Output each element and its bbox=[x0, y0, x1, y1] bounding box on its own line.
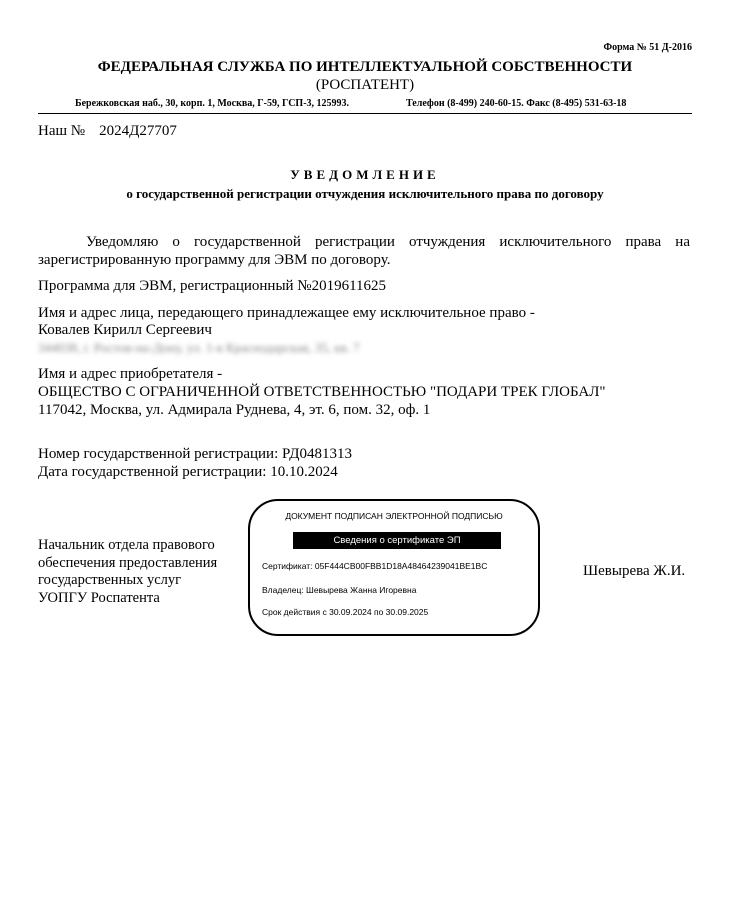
position-line: обеспечения предоставления bbox=[38, 554, 218, 571]
stamp-validity: Срок действия с 30.09.2024 по 30.09.2025 bbox=[262, 607, 429, 617]
program-line: Программа для ЭВМ, регистрационный №2019611625 bbox=[38, 278, 387, 294]
notice-subtitle: о государственной регистрации отчуждения исключительного права по договору bbox=[126, 186, 604, 201]
transferor-name: Ковалев Кирилл Сергеевич bbox=[38, 322, 212, 338]
signer-name: Шевырева Ж.И. bbox=[583, 563, 686, 579]
acquirer-address: 117042, Москва, ул. Адмирала Руднева, 4, эт. 6, пом. 32, оф. 1 bbox=[38, 402, 431, 418]
organization-phone-fax: Телефон (8-499) 240-60-15. Факс (8-495) 531-63-18 bbox=[406, 98, 627, 109]
notice-paragraph: Уведомляю о государственной регистрации отчуждения исключительного права на зарегистрированную программу для ЭВМ по договору. bbox=[38, 234, 690, 268]
organization-name: ФЕДЕРАЛЬНАЯ СЛУЖБА ПО ИНТЕЛЛЕКТУАЛЬНОЙ СОБСТВЕННОСТИ bbox=[97, 59, 633, 75]
acquirer-label: Имя и адрес приобретателя - bbox=[38, 366, 223, 382]
electronic-signature-stamp bbox=[248, 499, 540, 636]
reference-value: 2024Д27707 bbox=[99, 123, 177, 139]
organization-short-name: (РОСПАТЕНТ) bbox=[315, 77, 415, 93]
position-line: Начальник отдела правового bbox=[38, 537, 215, 553]
registration-date: Дата государственной регистрации: 10.10.2024 bbox=[38, 464, 338, 480]
reference-number bbox=[38, 123, 177, 140]
reference-label: Наш № bbox=[38, 123, 86, 139]
official-position bbox=[38, 537, 217, 607]
position-line: УОПГУ Роспатента bbox=[38, 589, 160, 606]
stamp-title: ДОКУМЕНТ ПОДПИСАН ЭЛЕКТРОННОЙ ПОДПИСЬЮ bbox=[285, 511, 503, 521]
notice-title: УВЕДОМЛЕНИЕ bbox=[290, 167, 440, 182]
header-divider bbox=[38, 113, 692, 114]
form-number: Форма № 51 Д-2016 bbox=[603, 42, 692, 53]
transferor-address-redacted: 344038, г. Ростов-на-Дону, ул. 1-я Краснодарская, 35, кв. 7 bbox=[38, 340, 360, 355]
position-line: государственных услуг bbox=[38, 572, 182, 588]
stamp-owner: Владелец: Шевырева Жанна Игоревна bbox=[262, 585, 417, 595]
stamp-certificate: Сертификат: 05F444CB00FBB1D18A48464239041BE1BC bbox=[262, 561, 488, 571]
registration-number: Номер государственной регистрации: РД0481313 bbox=[38, 446, 352, 462]
acquirer-name: ОБЩЕСТВО С ОГРАНИЧЕННОЙ ОТВЕТСТВЕННОСТЬЮ "ПОДАРИ ТРЕК ГЛОБАЛ" bbox=[38, 384, 606, 400]
organization-address: Бережковская наб., 30, корп. 1, Москва, Г-59, ГСП-3, 125993. bbox=[75, 98, 350, 109]
stamp-certificate-header: Сведения о сертификате ЭП bbox=[293, 532, 501, 549]
transferor-label: Имя и адрес лица, передающего принадлежащее ему исключительное право - bbox=[38, 305, 535, 321]
